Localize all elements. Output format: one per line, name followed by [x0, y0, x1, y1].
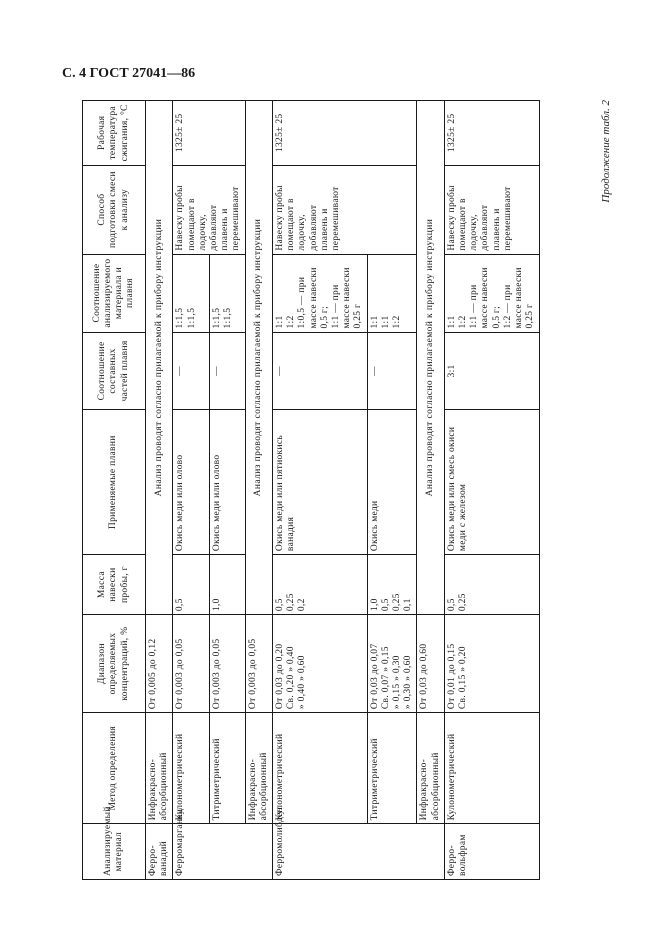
temp-cell: 1325± 25 — [173, 101, 245, 166]
temp-cell: 1325± 25 — [444, 101, 539, 166]
flux-ratio-cell: 3:1 — [444, 332, 539, 410]
col-header-prep: Способ подготовки смеси к анализу — [83, 165, 146, 254]
range-cell: От 0,003 до 0,05 — [173, 615, 209, 713]
col-header-mass: Масса навески пробы, г — [83, 555, 146, 615]
prep-cell: Навеску пробы помещают в лодочку, добавляют плавень и перемешивают — [173, 165, 245, 254]
table-row — [245, 101, 272, 880]
table-row — [444, 101, 539, 880]
col-header-temp: Рабочая температура сжигания, °С — [83, 101, 146, 166]
mass-cell: 1,0 0,5 0,25 0,1 — [367, 555, 417, 615]
range-cell: От 0,003 до 0,05 — [245, 615, 272, 713]
table-row — [417, 101, 444, 880]
range-cell: От 0,005 до 0,12 — [146, 615, 173, 713]
method-cell: Кулонометрический — [173, 713, 209, 824]
material-cell: Ферро-вольфрам — [444, 824, 539, 880]
header-row — [83, 101, 146, 880]
method-cell: Титриметрический — [367, 713, 417, 824]
prep-cell: Навеску пробы помещают в лодочку, добавляют плавень и перемешивают — [444, 165, 539, 254]
mass-cell: 0,5 0,25 0,2 — [273, 555, 368, 615]
method-cell: Инфракрасно-абсорбционный — [146, 713, 173, 824]
flux-cell: Окись меди или смесь окиси меди с железом — [444, 410, 539, 555]
method-cell: Инфракрасно-абсорбционный — [245, 713, 272, 824]
ratio-cell: 1:1,5 1:1,5 — [209, 254, 245, 332]
col-header-method: Метод определения — [83, 713, 146, 824]
range-cell: От 0,03 до 0,07 Св. 0,07 » 0,15 » 0,15 » 0,30 » 0,30 » 0,60 — [367, 615, 417, 713]
material-cell: Ферромолибден — [273, 824, 445, 880]
flux-ratio-cell: — — [367, 332, 417, 410]
mass-cell: 0,5 — [173, 555, 209, 615]
ratio-cell: 1:1 1:1 1:2 — [367, 254, 417, 332]
flux-cell: Окись меди или олово — [209, 410, 245, 555]
table-row — [173, 101, 209, 880]
flux-cell: Окись меди — [367, 410, 417, 555]
method-cell: Кулонометрический — [444, 713, 539, 824]
material-cell: Ферро-ванадий — [146, 824, 173, 880]
temp-cell: 1325± 25 — [273, 101, 417, 166]
prep-cell: Навеску пробы помещают в лодочку, добавляют плавень и перемешивают — [273, 165, 417, 254]
materials-table — [82, 100, 540, 880]
flux-ratio-cell: — — [273, 332, 368, 410]
continuation-label: Продолжение табл. 2 — [600, 100, 612, 203]
col-header-range: Диапазон определяемых концентраций, % — [83, 615, 146, 713]
col-header-ratio: Соотношение анализируемого материала и плавня — [83, 254, 146, 332]
col-header-flux: Применяемые плавни — [83, 410, 146, 555]
mass-cell: 0,5 0,25 — [444, 555, 539, 615]
ratio-cell: 1:1 1:2 1:0,5 — при массе навески 0,5 г; 1:1 — при массе навески 0,25 г — [273, 254, 368, 332]
range-cell: От 0,03 до 0,60 — [417, 615, 444, 713]
instruction-note: Анализ проводят согласно прилагаемой к прибору инструкции — [245, 101, 272, 615]
method-cell: Кулонометрический — [273, 713, 368, 824]
table-row — [273, 101, 368, 880]
flux-cell: Окись меди или пятиокись ванадия — [273, 410, 368, 555]
instruction-note: Анализ проводят согласно прилагаемой к прибору инструкции — [146, 101, 173, 615]
range-cell: От 0,003 до 0,05 — [209, 615, 245, 713]
flux-cell: Окись меди или олово — [173, 410, 209, 555]
mass-cell: 1,0 — [209, 555, 245, 615]
ratio-cell: 1:1,5 1:1,5 — [173, 254, 209, 332]
col-header-material: Анализируемый материал — [83, 824, 146, 880]
flux-ratio-cell: — — [173, 332, 209, 410]
instruction-note: Анализ проводят согласно прилагаемой к прибору инструкции — [417, 101, 444, 615]
rotated-table-wrapper — [82, 100, 564, 880]
col-header-flux-ratio: Соотношение составных частей плавня — [83, 332, 146, 410]
ratio-cell: 1:1 1:2 1:1 — при массе навески 0,5 г; 1:2 — при массе навески 0,25 г — [444, 254, 539, 332]
range-cell: От 0,01 до 0,15 Св. 0,15 » 0,20 — [444, 615, 539, 713]
method-cell: Титриметрический — [209, 713, 245, 824]
flux-ratio-cell: — — [209, 332, 245, 410]
method-cell: Инфракрасно-абсорбционный — [417, 713, 444, 824]
table-row — [146, 101, 173, 880]
table-area — [82, 100, 564, 880]
page-header: С. 4 ГОСТ 27041—86 — [62, 66, 196, 81]
range-cell: От 0,03 до 0,20 Св. 0,20 » 0,40 » 0,40 » 0,60 — [273, 615, 368, 713]
material-cell: Ферромарганец — [173, 824, 273, 880]
